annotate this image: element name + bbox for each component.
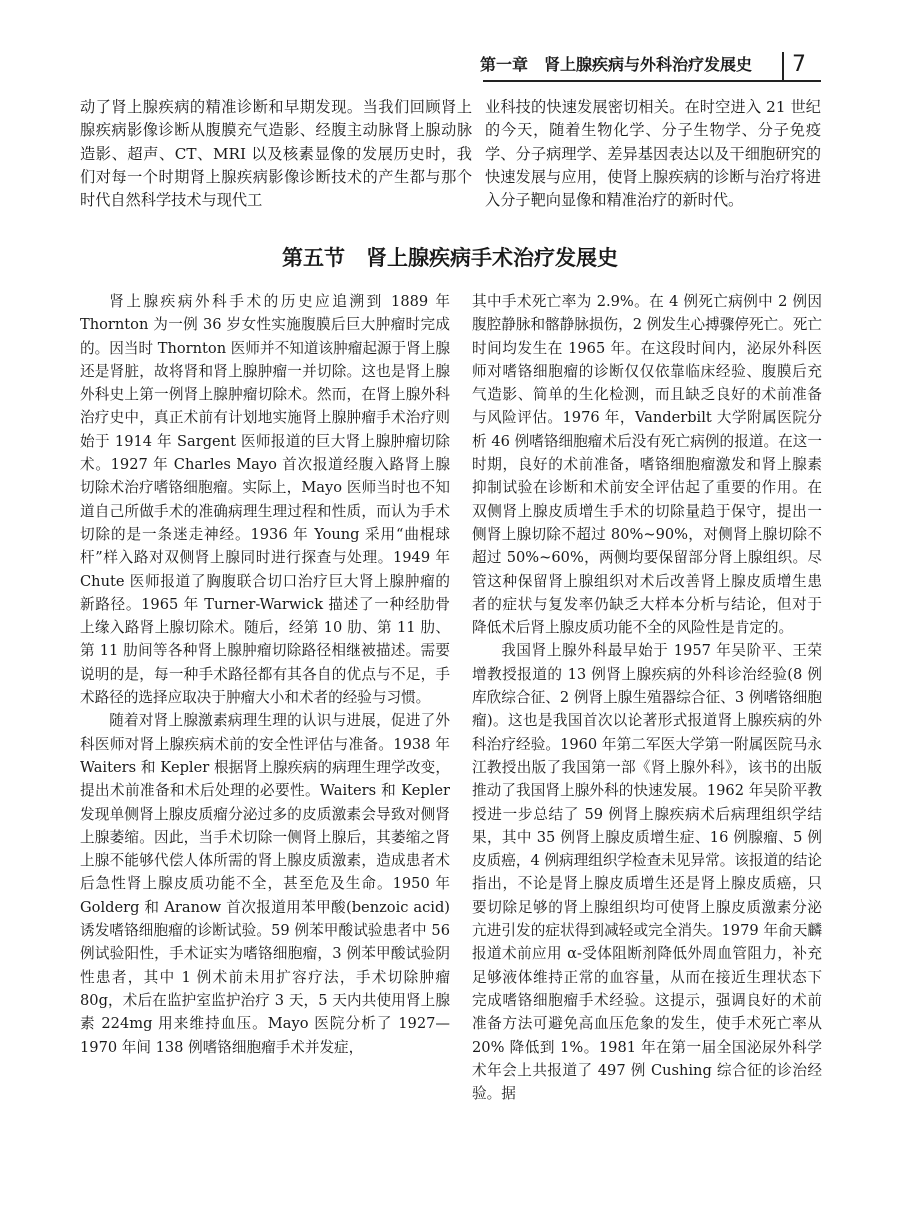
- header-divider-vertical: [782, 52, 784, 82]
- section-title: 第五节 肾上腺疾病手术治疗发展史: [282, 246, 618, 270]
- paragraph: 肾上腺疾病外科手术的历史应追溯到 1889 年 Thornton 为一例 36 岁女性实施腹膜后巨大肿瘤时完成的。因当时 Thornton 医师并不知道该肿瘤起源于肾上腺还是肾脏，故将肾和肾上腺肿瘤一并切除。这也是肾上腺外科史上第一例肾上腺肿瘤切除术。然而，在肾上腺外科治疗史中，真正术前有计划地实施肾上腺肿瘤手术治疗则始于 1914 年 Sargent 医师报道的巨大肾上腺肿瘤切除术。1927 年 Charles Mayo 首次报道经腹入路肾上腺切除术治疗嗜铬细胞瘤。实际上，Mayo 医师当时也不知道自己所做手术的准确病理生理过程和性质，而认为手术切除的是一条迷走神经。1936 年 Young 采用“曲棍球杆”样入路对双侧肾上腺同时进行探查与处理。1949 年 Chute 医师报道了胸腹联合切口治疗巨大肾上腺肿瘤的新路径。1965 年 Turner-Warwick 描述了一种经肋骨上缘入路肾上腺切除术。随后，经第 10 肋、第 11 肋、第 11 肋间等各种肾上腺肿瘤切除路径相继被描述。需要说明的是，每一种手术路径都有其各自的优点与不足，手术路径的选择应取决于肿瘤大小和术者的经验与习惯。: [80, 293, 450, 707]
- running-head: [479, 50, 820, 80]
- paragraph: 随着对肾上腺激素病理生理的认识与进展，促进了外科医师对肾上腺疾病术前的安全性评估与准备。1938 年 Waiters 和 Kepler 根据肾上腺疾病的病理生理学改变，提出术前准备和术后处理的必要性。Waiters 和 Kepler 发现单侧肾上腺皮质瘤分泌过多的皮质激素会导致对侧肾上腺萎缩。因此，当手术切除一侧肾上腺后，其萎缩之肾上腺不能够代偿人体所需的肾上腺皮质激素，造成患者术后急性肾上腺皮质功能不全，甚至危及生命。1950 年 Golderg 和 Aranow 首次报道用苯甲酸(benzoic acid)诱发嗜铬细胞瘤的诊断试验。59 例苯甲酸试验患者中 56 例试验阳性，手术证实为嗜铬细胞瘤，3 例苯甲酸试验阴性患者，其中 1 例术前未用扩容疗法，手术切除肿瘤 80g，术后在监护室监护治疗 3 天，5 天内共使用肾上腺素 224mg 用来维持血压。Mayo 医院分析了 1927—1970 年间 138 例嗜铬细胞瘤手术并发症，: [80, 712, 450, 1056]
- paragraph: 动了肾上腺疾病的精准诊断和早期发现。当我们回顾肾上腺疾病影像诊断从腹膜充气造影、经腹主动脉肾上腺动脉造影、超声、CT、MRI 以及核素显像的发展历史时，我们对每一个时期肾上腺疾病影像诊断技术的产生都与那个时代自然科学技术与现代工: [80, 98, 472, 210]
- header-rule: [483, 80, 821, 82]
- right-column: [472, 290, 822, 1105]
- top-right-column: [485, 96, 821, 212]
- chapter-title: 第一章 肾上腺疾病与外科治疗发展史: [479, 55, 752, 74]
- paragraph: 其中手术死亡率为 2.9%。在 4 例死亡病例中 2 例因腹腔静脉和髂静脉损伤，2 例发生心搏骤停死亡。死亡时间均发生在 1965 年。在这段时间内，泌尿外科医师对嗜铬细胞瘤的诊断仅仅依靠临床经验、腹膜后充气造影、简单的生化检测，而且缺乏良好的术前准备与风险评估。1976 年，Vanderbilt 大学附属医院分析 46 例嗜铬细胞瘤术后没有死亡病例的报道。在这一时期，良好的术前准备，嗜铬细胞瘤激发和肾上腺素抑制试验在诊断和术前安全评估起了重要的作用。在双侧肾上腺皮质增生手术的切除量趋于保守，提出一侧肾上腺切除不超过 80%~90%，对侧肾上腺切除不超过 50%~60%，两侧均要保留部分肾上腺组织。尽管这种保留肾上腺组织对术后改善肾上腺皮质增生患者的症状与复发率仍缺乏大样本分析与结论，但对于降低术后肾上腺皮质功能不全的风险性是肯定的。: [472, 293, 822, 637]
- paragraph: 业科技的快速发展密切相关。在时空进入 21 世纪的今天，随着生物化学、分子生物学、分子免疫学、分子病理学、差异基因表达以及干细胞研究的快速发展与应用，使肾上腺疾病的诊断与治疗将进入分子靶向显像和精准治疗的新时代。: [485, 98, 821, 210]
- left-column: [80, 290, 450, 1059]
- paragraph: 我国肾上腺外科最早始于 1957 年吴阶平、王荣增教授报道的 13 例肾上腺疾病的外科诊治经验(8 例库欣综合征、2 例肾上腺生殖器综合征、3 例嗜铬细胞瘤)。这也是我国首次以论著形式报道肾上腺疾病的外科治疗经验。1960 年第二军医大学第一附属医院马永江教授出版了我国第一部《肾上腺外科》，该书的出版推动了我国肾上腺外科的快速发展。1962 年吴阶平教授进一步总结了 59 例肾上腺疾病术后病理组织学结果，其中 35 例肾上腺皮质增生症、16 例腺瘤、5 例皮质癌，4 例病理组织学检查未见异常。该报道的结论指出，不论是肾上腺皮质增生还是肾上腺皮质癌，只要切除足够的肾上腺组织均可使肾上腺皮质激素分泌亢进引发的症状得到减轻或完全消失。1979 年俞天麟报道术前应用 α-受体阻断剂降低外周血管阻力，补充足够液体维持正常的血容量，从而在接近生理状态下完成嗜铬细胞瘤手术经验。这提示，强调良好的术前准备方法可避免高血压危象的发生，使手术死亡率从 20% 降低到 1%。1981 年在第一届全国泌尿外科学术年会上共报道了 497 例 Cushing 综合征的诊治经验。据: [472, 642, 822, 1103]
- top-left-column: [80, 96, 472, 212]
- page-number: 7: [792, 52, 806, 77]
